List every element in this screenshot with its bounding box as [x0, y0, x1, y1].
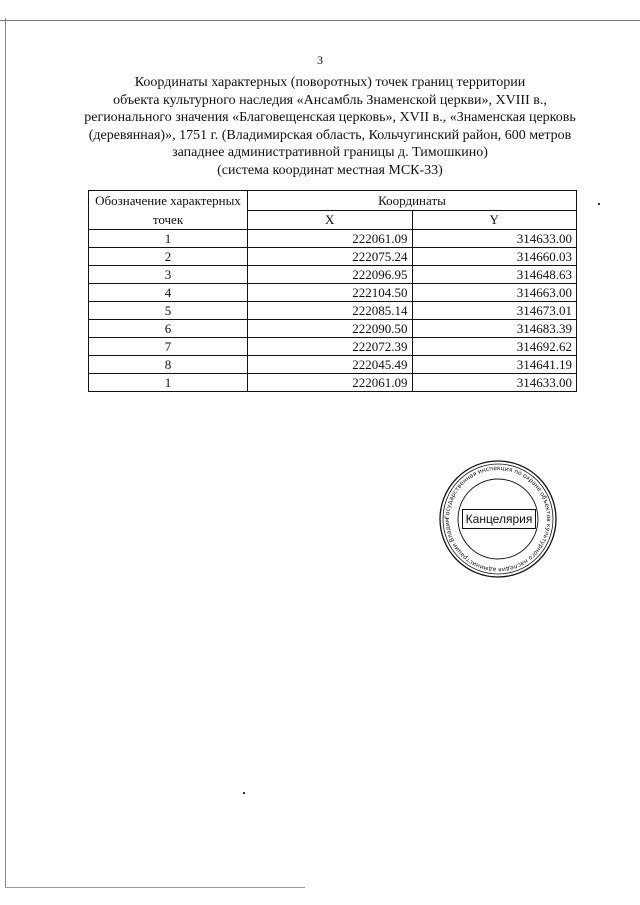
page-number: 3 [317, 53, 323, 67]
table-row [89, 374, 577, 392]
x-cell: 222104.50 [248, 284, 413, 302]
point-cell: 7 [89, 338, 248, 356]
table-row [89, 248, 577, 266]
y-cell: 314663.00 [412, 284, 577, 302]
y-cell: 314641.19 [412, 356, 577, 374]
table-row [89, 302, 577, 320]
x-cell: 222072.39 [248, 338, 413, 356]
table-body [89, 230, 577, 392]
y-cell: 314673.01 [412, 302, 577, 320]
scan-speck [598, 203, 600, 205]
x-cell: 222045.49 [248, 356, 413, 374]
title-line: Координаты характерных (поворотных) точек границ территории [134, 75, 526, 90]
table-row [89, 356, 577, 374]
y-cell: 314683.39 [412, 320, 577, 338]
coordinates-header: Координаты [248, 191, 577, 211]
title-line: (система координат местная МСК-33) [217, 162, 443, 178]
table-row [89, 230, 577, 248]
point-cell: 1 [89, 230, 248, 248]
title-line: западнее административной границы д. Тимошкино) [172, 145, 488, 160]
point-cell: 4 [89, 284, 248, 302]
table-row [89, 320, 577, 338]
y-cell: 314633.00 [412, 230, 577, 248]
table-row [89, 338, 577, 356]
y-cell: 314648.63 [412, 266, 577, 284]
table-header-row [89, 191, 577, 211]
x-cell: 222075.24 [248, 248, 413, 266]
x-cell: 222061.09 [248, 230, 413, 248]
x-header: X [248, 211, 413, 230]
x-cell: 222096.95 [248, 266, 413, 284]
point-cell: 6 [89, 320, 248, 338]
scan-border-bottom [5, 887, 305, 888]
x-cell: 222085.14 [248, 302, 413, 320]
point-cell: 8 [89, 356, 248, 374]
y-cell: 314692.62 [412, 338, 577, 356]
y-cell: 314660.03 [412, 248, 577, 266]
scan-border-left [5, 18, 6, 888]
point-cell: 1 [89, 374, 248, 392]
table-row [89, 266, 577, 284]
y-header: Y [412, 211, 577, 230]
point-cell: 5 [89, 302, 248, 320]
point-cell: 2 [89, 248, 248, 266]
title-line: регионального значения «Благовещенская церковь», XVII в., «Знаменская церковь [84, 110, 576, 125]
point-cell: 3 [89, 266, 248, 284]
title-line: (деревянная)», 1751 г. (Владимирская область, Кольчугинский район, 600 метров [88, 127, 572, 143]
title-line: объекта культурного наследия «Ансамбль Знаменской церкви», XVIII в., [113, 92, 547, 108]
coordinates-table [88, 190, 577, 392]
y-cell: 314633.00 [412, 374, 577, 392]
stamp-ring-text: Государственная инспекция по охране объектов культурного наследия администрации Владим [443, 464, 553, 574]
x-cell: 222061.09 [248, 374, 413, 392]
table-row [89, 284, 577, 302]
x-cell: 222090.50 [248, 320, 413, 338]
document-title [70, 74, 590, 179]
stamp-label: Канцелярия [462, 509, 536, 529]
designation-header: Обозначение характерных точек [89, 191, 248, 230]
scan-border-top [0, 20, 640, 21]
scan-speck [243, 792, 245, 794]
